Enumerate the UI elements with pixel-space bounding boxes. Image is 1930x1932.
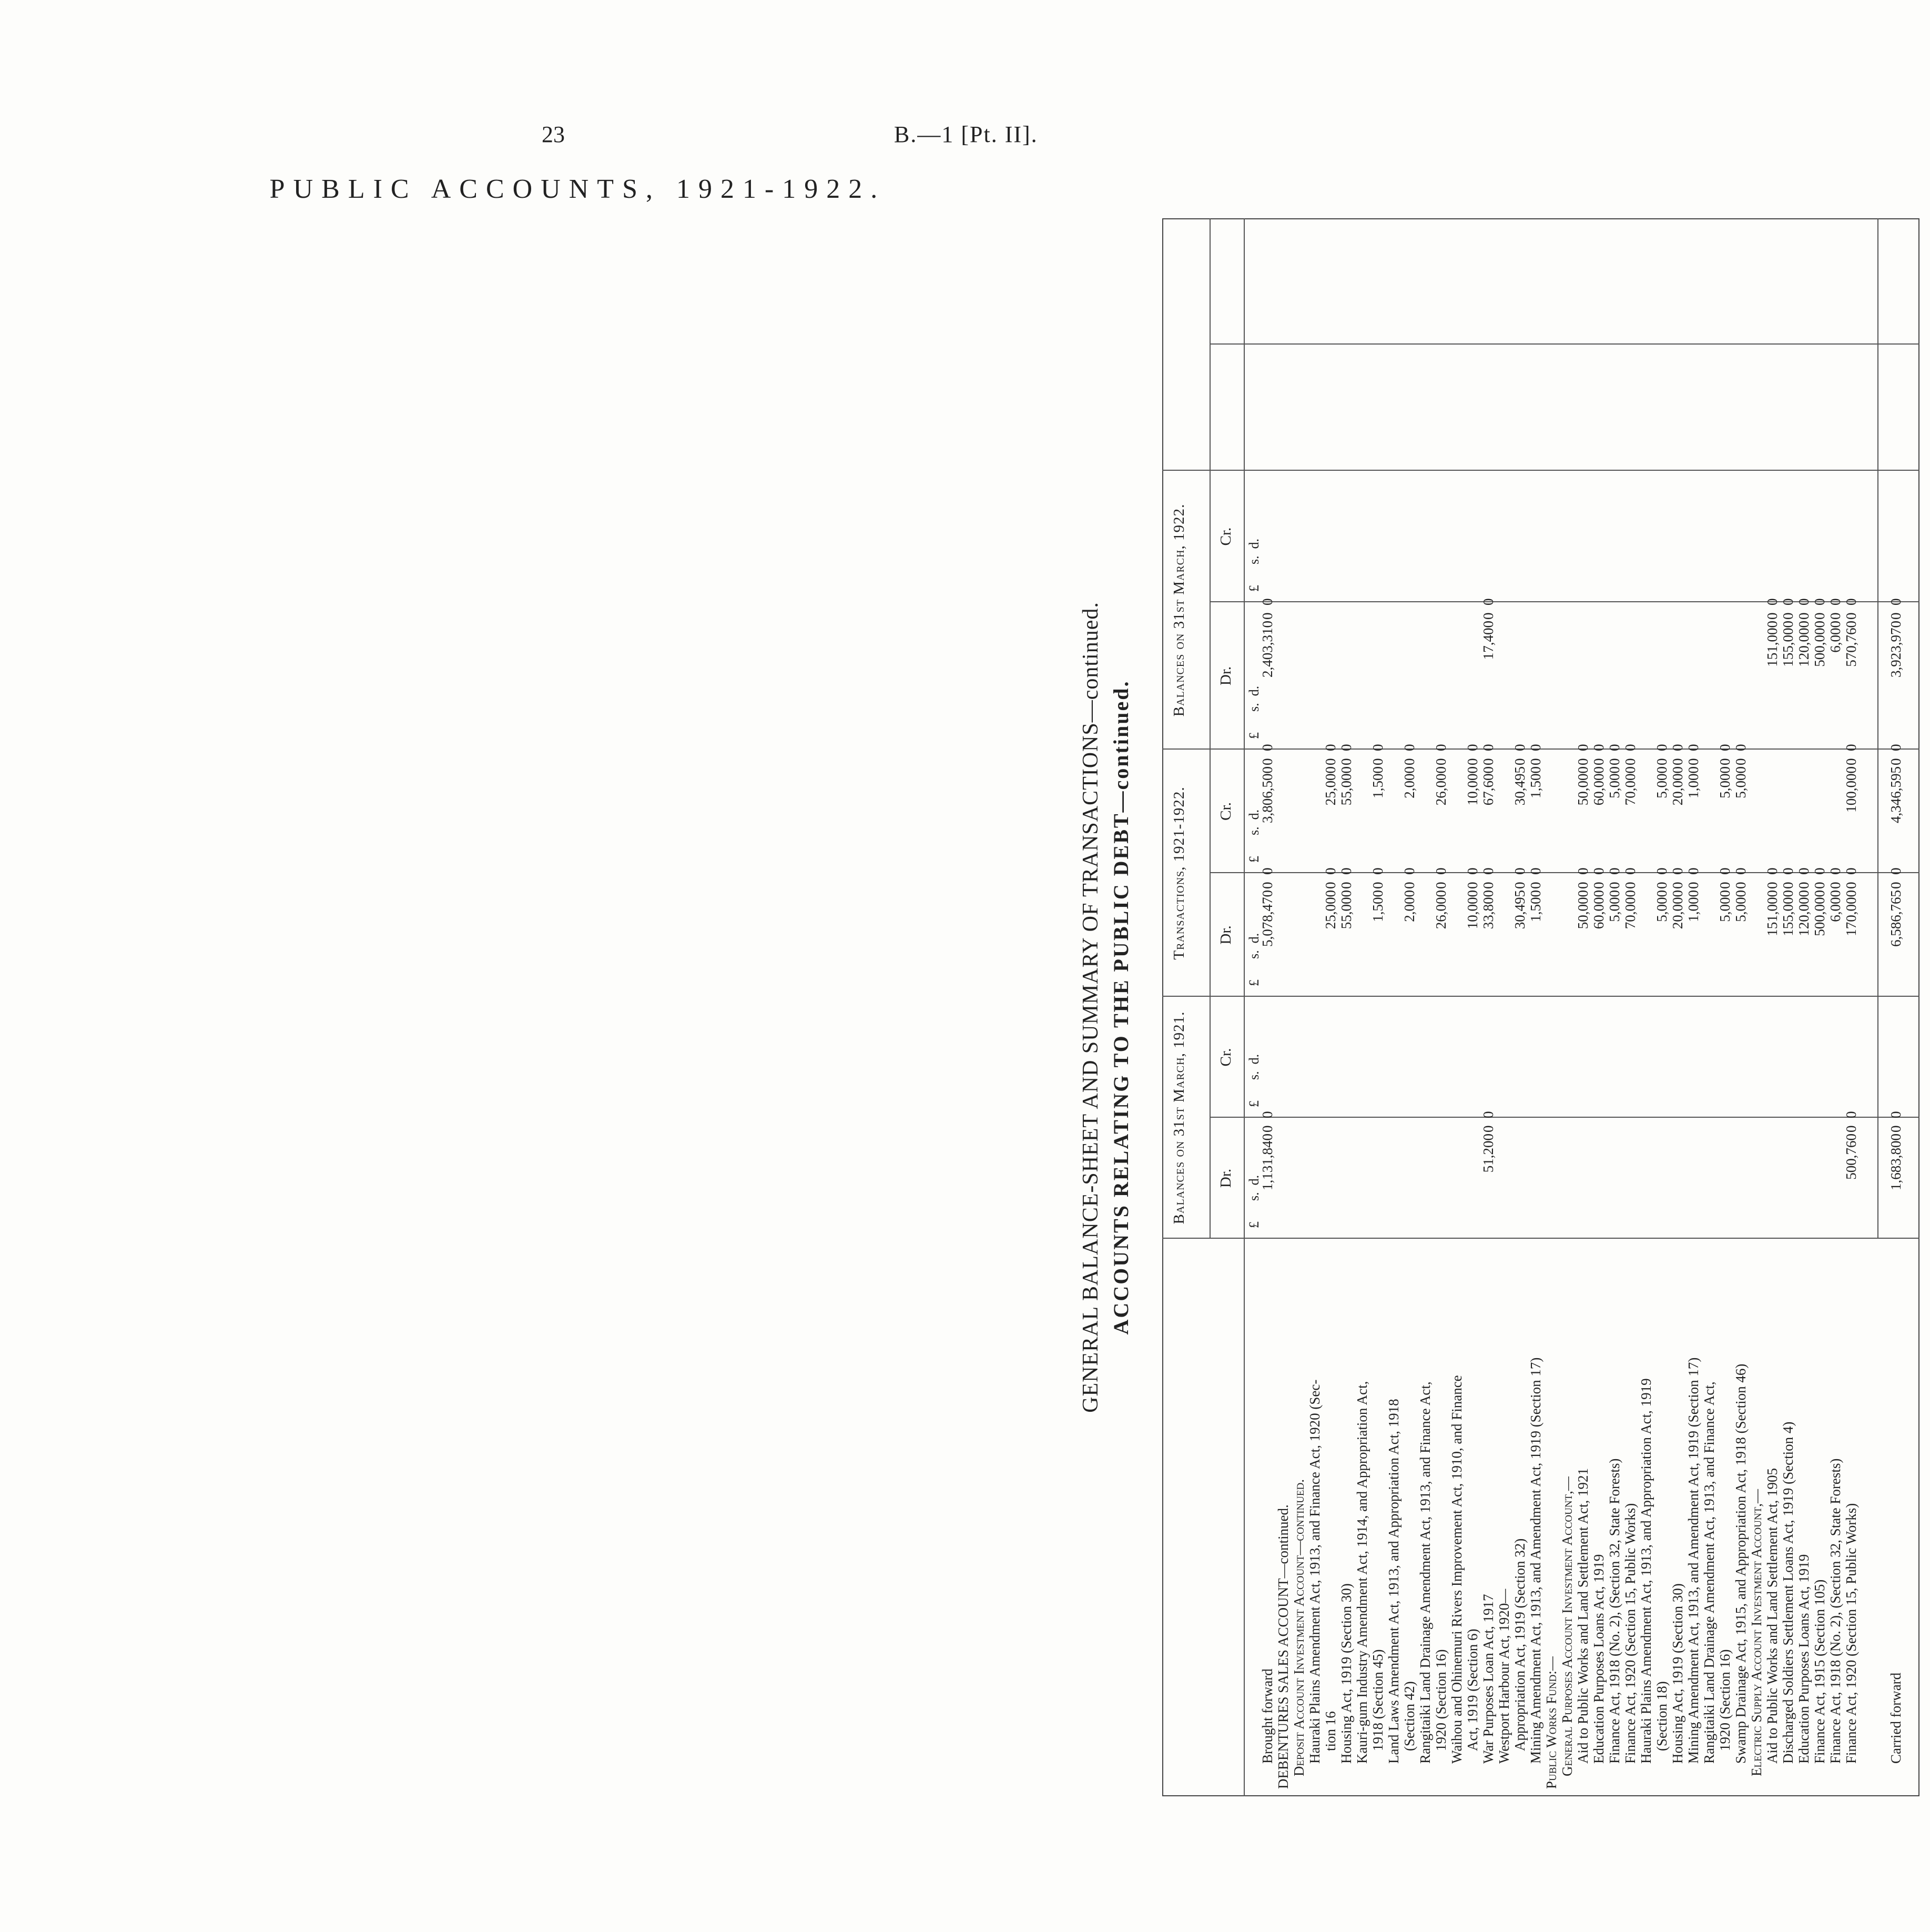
- amount-t_dr: 5,000: [1733, 890, 1749, 922]
- shillings-pence: 0 0: [1733, 867, 1749, 889]
- shillings-pence: 0 0: [1401, 744, 1417, 765]
- row-description: Finance Act, 1918 (No. 2), (Section 32, State Forests): [1607, 1458, 1622, 1764]
- shillings-pence: 0 0: [1528, 744, 1543, 765]
- shillings-pence: 0 0: [1843, 744, 1859, 765]
- shillings-pence: 0 0: [1888, 1111, 1904, 1132]
- shillings-pence: 0 0: [1259, 867, 1275, 889]
- amount-b22dr: 151,000: [1764, 621, 1780, 667]
- units-label: £ s. d.: [1246, 1054, 1262, 1107]
- shillings-pence: 0 0: [1888, 867, 1904, 889]
- row-description: 1920 (Section 16): [1433, 1649, 1449, 1751]
- col-cr: Cr.: [1217, 802, 1234, 821]
- amount-b22dr: 17,400: [1480, 621, 1496, 660]
- units-label: £ s. d.: [1246, 685, 1262, 739]
- amount-b22dr: 3,923,970: [1888, 621, 1904, 677]
- amount-t_cr: 55,000: [1338, 766, 1354, 806]
- amount-t_cr: 10,000: [1465, 766, 1480, 806]
- amount-t_dr: 170,000: [1843, 890, 1859, 936]
- amount-t_cr: 26,000: [1433, 766, 1449, 806]
- amount-b21dr: 500,760: [1843, 1134, 1859, 1180]
- amount-t_dr: 1,500: [1528, 890, 1543, 922]
- shillings-pence: 0 0: [1433, 867, 1449, 889]
- shillings-pence: 0 0: [1827, 867, 1843, 889]
- amount-t_cr: 1,500: [1528, 766, 1543, 798]
- shillings-pence: 0 0: [1764, 598, 1780, 620]
- amount-t_cr: 25,000: [1323, 766, 1338, 806]
- units-label: £ s. d.: [1246, 1175, 1262, 1228]
- row-description: Public Works Fund:—: [1543, 1656, 1559, 1789]
- amount-t_dr: 30,495: [1512, 890, 1528, 929]
- amount-b21dr: 1,683,800: [1888, 1134, 1904, 1190]
- balance-sheet-table: [1078, 218, 1930, 1796]
- shillings-pence: 0 0: [1323, 744, 1338, 765]
- column-divider: [1162, 470, 1919, 471]
- shillings-pence: 0 0: [1480, 867, 1496, 889]
- row-description: War Purposes Loan Act, 1917: [1480, 1594, 1496, 1764]
- amount-t_dr: 5,078,470: [1259, 890, 1275, 947]
- shillings-pence: 0 0: [1512, 867, 1528, 889]
- shillings-pence: 0 0: [1512, 744, 1528, 765]
- amount-b22dr: 570,760: [1843, 621, 1859, 667]
- row-description: DEBENTURES SALES ACCOUNT—continued.: [1275, 1504, 1291, 1789]
- shillings-pence: 0 0: [1685, 744, 1701, 765]
- shillings-pence: 0 0: [1259, 598, 1275, 620]
- amount-b22dr: 2,403,310: [1259, 621, 1275, 677]
- amount-b22dr: 120,000: [1796, 621, 1812, 667]
- row-description: (Section 42): [1401, 1681, 1417, 1751]
- amount-t_cr: 67,600: [1480, 766, 1496, 806]
- table-heading: GENERAL BALANCE-SHEET AND SUMMARY OF TRANSACTIONS—continued.: [1079, 602, 1103, 1413]
- col-dr: Dr.: [1217, 925, 1234, 945]
- amount-t_dr: 20,000: [1670, 890, 1685, 929]
- shillings-pence: 0 0: [1622, 867, 1638, 889]
- shillings-pence: 0 0: [1338, 744, 1354, 765]
- amount-t_dr: 10,000: [1465, 890, 1480, 929]
- amount-t_dr: 5,000: [1607, 890, 1622, 922]
- amount-t_cr: 5,000: [1733, 766, 1749, 798]
- document-reference: B.—1 [Pt. II].: [894, 122, 1038, 147]
- shillings-pence: 0 0: [1843, 1111, 1859, 1132]
- amount-t_dr: 60,000: [1591, 890, 1607, 929]
- shillings-pence: 0 0: [1654, 867, 1670, 889]
- row-description: Finance Act, 1920 (Section 15, Public Works): [1843, 1503, 1859, 1764]
- amount-t_dr: 6,586,765: [1888, 890, 1904, 947]
- row-description: General Purposes Account Investment Account,—: [1559, 1476, 1575, 1776]
- row-description: Aid to Public Works and Land Settlement Act, 1921: [1575, 1468, 1591, 1764]
- row-description: Hauraki Plains Amendment Act, 1913, and Finance Act, 1920 (Sec-: [1307, 1379, 1323, 1764]
- col-cr: Cr.: [1217, 527, 1234, 546]
- shillings-pence: 0 0: [1465, 867, 1480, 889]
- amount-t_cr: 2,000: [1401, 766, 1417, 798]
- row-description: tion 16: [1323, 1711, 1338, 1751]
- shillings-pence: 0 0: [1528, 867, 1543, 889]
- amount-t_dr: 5,000: [1654, 890, 1670, 922]
- col-dr: Dr.: [1217, 1168, 1234, 1188]
- amount-t_dr: 50,000: [1575, 890, 1591, 929]
- amount-b21dr: 51,200: [1480, 1134, 1496, 1173]
- amount-t_cr: 4,346,595: [1888, 766, 1904, 823]
- row-description: Electric Supply Account Investment Account,—: [1749, 1489, 1764, 1776]
- amount-t_dr: 2,000: [1401, 890, 1417, 922]
- amount-t_dr: 33,800: [1480, 890, 1496, 929]
- shillings-pence: 0 0: [1259, 1111, 1275, 1132]
- units-label: £ s. d.: [1246, 933, 1262, 986]
- header-rule: [1210, 218, 1211, 1239]
- amount-b22dr: 6,000: [1827, 621, 1843, 653]
- amount-t_dr: 120,000: [1796, 890, 1812, 936]
- row-description: 1918 (Section 45): [1370, 1649, 1386, 1751]
- shillings-pence: 0 0: [1827, 598, 1843, 620]
- row-description: Rangitaiki Land Drainage Amendment Act, 1913, and Finance Act,: [1417, 1381, 1433, 1764]
- shillings-pence: 0 0: [1323, 867, 1338, 889]
- shillings-pence: 0 0: [1480, 744, 1496, 765]
- row-description: Housing Act, 1919 (Section 30): [1338, 1583, 1354, 1764]
- shillings-pence: 0 0: [1717, 744, 1733, 765]
- shillings-pence: 0 0: [1764, 867, 1780, 889]
- amount-t_cr: 70,000: [1622, 766, 1638, 806]
- amount-t_dr: 1,000: [1685, 890, 1701, 922]
- row-description: Act, 1919 (Section 6): [1465, 1628, 1480, 1751]
- row-description: Westport Harbour Act, 1920—: [1496, 1589, 1512, 1764]
- amount-t_cr: 50,000: [1575, 766, 1591, 806]
- shillings-pence: 0 0: [1654, 744, 1670, 765]
- row-description: Finance Act, 1918 (No. 2), (Section 32, State Forests): [1827, 1458, 1843, 1764]
- row-description: Aid to Public Works and Land Settlement Act, 1905: [1764, 1468, 1780, 1764]
- shillings-pence: 0 0: [1717, 867, 1733, 889]
- row-description: (Section 18): [1654, 1681, 1670, 1751]
- row-description: Finance Act, 1920 (Section 15, Public Works): [1622, 1503, 1638, 1764]
- amount-t_dr: 1,500: [1370, 890, 1386, 922]
- header-rule: [1244, 218, 1245, 1796]
- shillings-pence: 0 0: [1433, 744, 1449, 765]
- column-divider: [1210, 343, 1919, 345]
- shillings-pence: 0 0: [1591, 867, 1607, 889]
- amount-t_cr: 100,000: [1843, 766, 1859, 813]
- amount-t_dr: 26,000: [1433, 890, 1449, 929]
- row-description: Kauri-gum Industry Amendment Act, 1914, and Appropriation Act,: [1354, 1381, 1370, 1764]
- row-description: Land Laws Amendment Act, 1913, and Appropriation Act, 1918: [1386, 1399, 1401, 1764]
- shillings-pence: 0 0: [1338, 867, 1354, 889]
- amount-t_dr: 500,000: [1812, 890, 1827, 936]
- shillings-pence: 0 0: [1733, 744, 1749, 765]
- row-description: Education Purposes Loans Act, 1919: [1796, 1554, 1812, 1764]
- row-description: Finance Act, 1915 (Section 105): [1812, 1579, 1827, 1764]
- row-description: 1920 (Section 16): [1717, 1649, 1733, 1751]
- amount-t_cr: 3,806,500: [1259, 766, 1275, 823]
- page-number: 23: [542, 122, 565, 147]
- shillings-pence: 0 0: [1607, 744, 1622, 765]
- amount-t_cr: 60,000: [1591, 766, 1607, 806]
- table-subheading: ACCOUNTS RELATING TO THE PUBLIC DEBT—continued.: [1109, 680, 1133, 1335]
- amount-t_cr: 5,000: [1717, 766, 1733, 798]
- shillings-pence: 0 0: [1480, 598, 1496, 620]
- amount-t_cr: 1,000: [1685, 766, 1701, 798]
- shillings-pence: 0 0: [1622, 744, 1638, 765]
- column-divider: [1162, 996, 1919, 997]
- shillings-pence: 0 0: [1796, 598, 1812, 620]
- amount-t_cr: 30,495: [1512, 766, 1528, 806]
- total-rule: [1877, 218, 1878, 1239]
- col-dr: Dr.: [1217, 666, 1234, 686]
- row-description: Brought forward: [1259, 1668, 1275, 1764]
- row-description: Rangitaiki Land Drainage Amendment Act, 1913, and Finance Act,: [1701, 1381, 1717, 1764]
- shillings-pence: 0 0: [1575, 744, 1591, 765]
- shillings-pence: 0 0: [1843, 598, 1859, 620]
- amount-t_dr: 5,000: [1717, 890, 1733, 922]
- units-label: £ s. d.: [1246, 538, 1262, 592]
- row-description: Discharged Soldiers Settlement Loans Act, 1919 (Section 4): [1780, 1421, 1796, 1764]
- shillings-pence: 0 0: [1370, 867, 1386, 889]
- shillings-pence: 0 0: [1370, 744, 1386, 765]
- shillings-pence: 0 0: [1888, 744, 1904, 765]
- row-description: Hauraki Plains Amendment Act, 1913, and Appropriation Act, 1919: [1638, 1378, 1654, 1764]
- shillings-pence: 0 0: [1780, 867, 1796, 889]
- row-description: Waihou and Ohinemuri Rivers Improvement Act, 1910, and Finance: [1449, 1375, 1465, 1764]
- row-description: Mining Amendment Act, 1913, and Amendment Act, 1919 (Section 17): [1685, 1357, 1701, 1764]
- amount-t_dr: 155,000: [1780, 890, 1796, 936]
- row-description: Education Purposes Loans Act, 1919: [1591, 1554, 1607, 1764]
- row-description: Housing Act, 1919 (Section 30): [1670, 1583, 1685, 1764]
- shillings-pence: 0 0: [1780, 598, 1796, 620]
- row-description: Deposit Account Investment Account—continued.: [1291, 1479, 1307, 1776]
- shillings-pence: 0 0: [1685, 867, 1701, 889]
- amount-t_cr: 1,500: [1370, 766, 1386, 798]
- shillings-pence: 0 0: [1812, 867, 1827, 889]
- amount-b21dr: 1,131,840: [1259, 1134, 1275, 1190]
- shillings-pence: 0 0: [1259, 744, 1275, 765]
- shillings-pence: 0 0: [1591, 744, 1607, 765]
- row-description: Carried forward: [1888, 1672, 1904, 1764]
- shillings-pence: 0 0: [1607, 867, 1622, 889]
- shillings-pence: 0 0: [1796, 867, 1812, 889]
- col-group-transactions: Transactions, 1921-1922.: [1171, 786, 1187, 960]
- units-label: £ s. d.: [1246, 809, 1262, 863]
- amount-b22dr: 500,000: [1812, 621, 1827, 667]
- col-group-balances-1922: Balances on 31st March, 1922.: [1171, 503, 1187, 717]
- shillings-pence: 0 0: [1401, 867, 1417, 889]
- col-group-balances-1921: Balances on 31st March, 1921.: [1171, 1011, 1187, 1225]
- amount-t_dr: 6,000: [1827, 890, 1843, 922]
- shillings-pence: 0 0: [1480, 1111, 1496, 1132]
- shillings-pence: 0 0: [1888, 598, 1904, 620]
- amount-t_cr: 20,000: [1670, 766, 1685, 806]
- amount-t_dr: 55,000: [1338, 890, 1354, 929]
- shillings-pence: 0 0: [1670, 744, 1685, 765]
- row-description: Swamp Drainage Act, 1915, and Appropriation Act, 1918 (Section 46): [1733, 1363, 1749, 1764]
- shillings-pence: 0 0: [1843, 867, 1859, 889]
- amount-t_dr: 70,000: [1622, 890, 1638, 929]
- column-divider: [1210, 1117, 1919, 1118]
- shillings-pence: 0 0: [1575, 867, 1591, 889]
- amount-t_dr: 25,000: [1323, 890, 1338, 929]
- row-description: Mining Amendment Act, 1913, and Amendment Act, 1919 (Section 17): [1528, 1357, 1543, 1764]
- shillings-pence: 0 0: [1812, 598, 1827, 620]
- amount-t_dr: 151,000: [1764, 890, 1780, 936]
- col-cr: Cr.: [1217, 1048, 1234, 1067]
- page-title: PUBLIC ACCOUNTS, 1921-1922.: [269, 174, 886, 204]
- row-description: Appropriation Act, 1919 (Section 32): [1512, 1538, 1528, 1751]
- amount-b22dr: 155,000: [1780, 621, 1796, 667]
- shillings-pence: 0 0: [1465, 744, 1480, 765]
- amount-t_cr: 5,000: [1607, 766, 1622, 798]
- amount-t_cr: 5,000: [1654, 766, 1670, 798]
- shillings-pence: 0 0: [1670, 867, 1685, 889]
